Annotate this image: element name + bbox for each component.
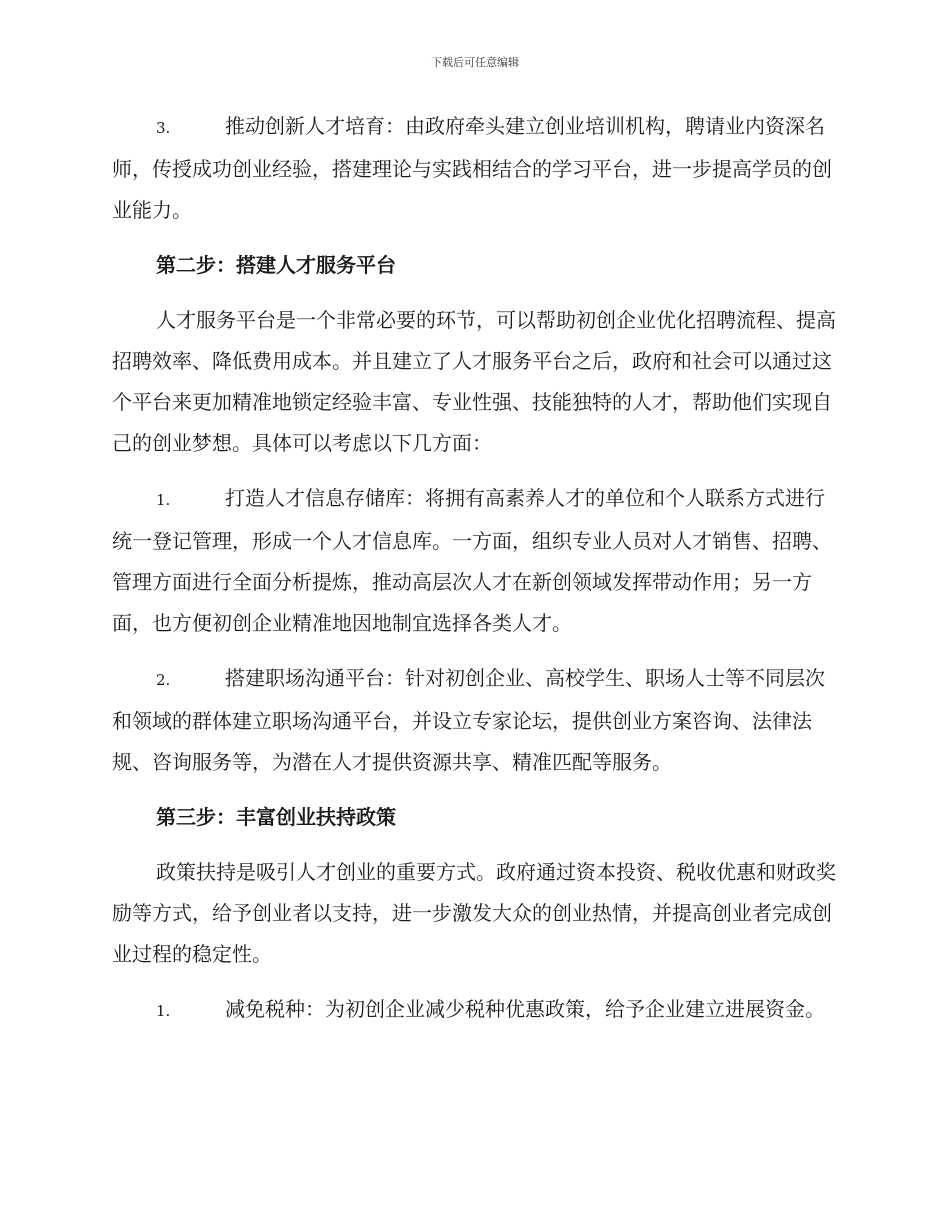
list-item-text: 减免税种：为初创企业减少税种优惠政策，给予企业建立进展资金。 [225, 997, 825, 1021]
list-number: 2. [156, 671, 171, 689]
list-item [112, 106, 836, 231]
list-item-text: 打造人才信息存储库：将拥有高素养人才的单位和个人联系方式进行统一登记管理，形成一个人才信息库。一方面，组织专业人员对人才销售、招聘、管理方面进行全面分析提炼，推动高层次人才在新创领域发挥带动作用；另一方面，也方便初创企业精准地因地制宜选择各类人才。 [112, 486, 832, 635]
list-number: 3. [156, 119, 171, 137]
page-header: 下载后可任意编辑 [431, 56, 519, 69]
list-item-text: 搭建职场沟通平台：针对初创企业、高校学生、职场人士等不同层次和领域的群体建立职场沟通平台，并设立专家论坛，提供创业方案咨询、法律法规、咨询服务等，为潜在人才提供资源共享、精准匹配等服务。 [112, 666, 825, 774]
paragraph: 人才服务平台是一个非常必要的环节，可以帮助初创企业优化招聘流程、提高招聘效率、降低费用成本。并且建立了人才服务平台之后，政府和社会可以通过这个平台来更加精准地锁定经验丰富、专业性强、技能独特的人才，帮助他们实现自己的创业梦想。具体可以考虑以下几方面： [112, 308, 836, 455]
paragraph: 政策扶持是吸引人才创业的重要方式。政府通过资本投资、税收优惠和财政奖励等方式，给予创业者以支持，进一步激发大众的创业热情，并提高创业者完成创业过程的稳定性。 [112, 860, 836, 966]
section-heading: 第三步：丰富创业扶持政策 [156, 805, 396, 829]
document-body [112, 106, 836, 1046]
list-item [112, 478, 836, 644]
list-item-text: 推动创新人才培育：由政府牵头建立创业培训机构，聘请业内资深名师，传授成功创业经验，搭建理论与实践相结合的学习平台，进一步提高学员的创业能力。 [112, 114, 832, 222]
list-number: 1. [156, 1002, 171, 1020]
list-item [112, 658, 836, 783]
list-number: 1. [156, 491, 171, 509]
section-heading: 第二步：搭建人才服务平台 [156, 253, 396, 277]
list-item [112, 989, 836, 1032]
